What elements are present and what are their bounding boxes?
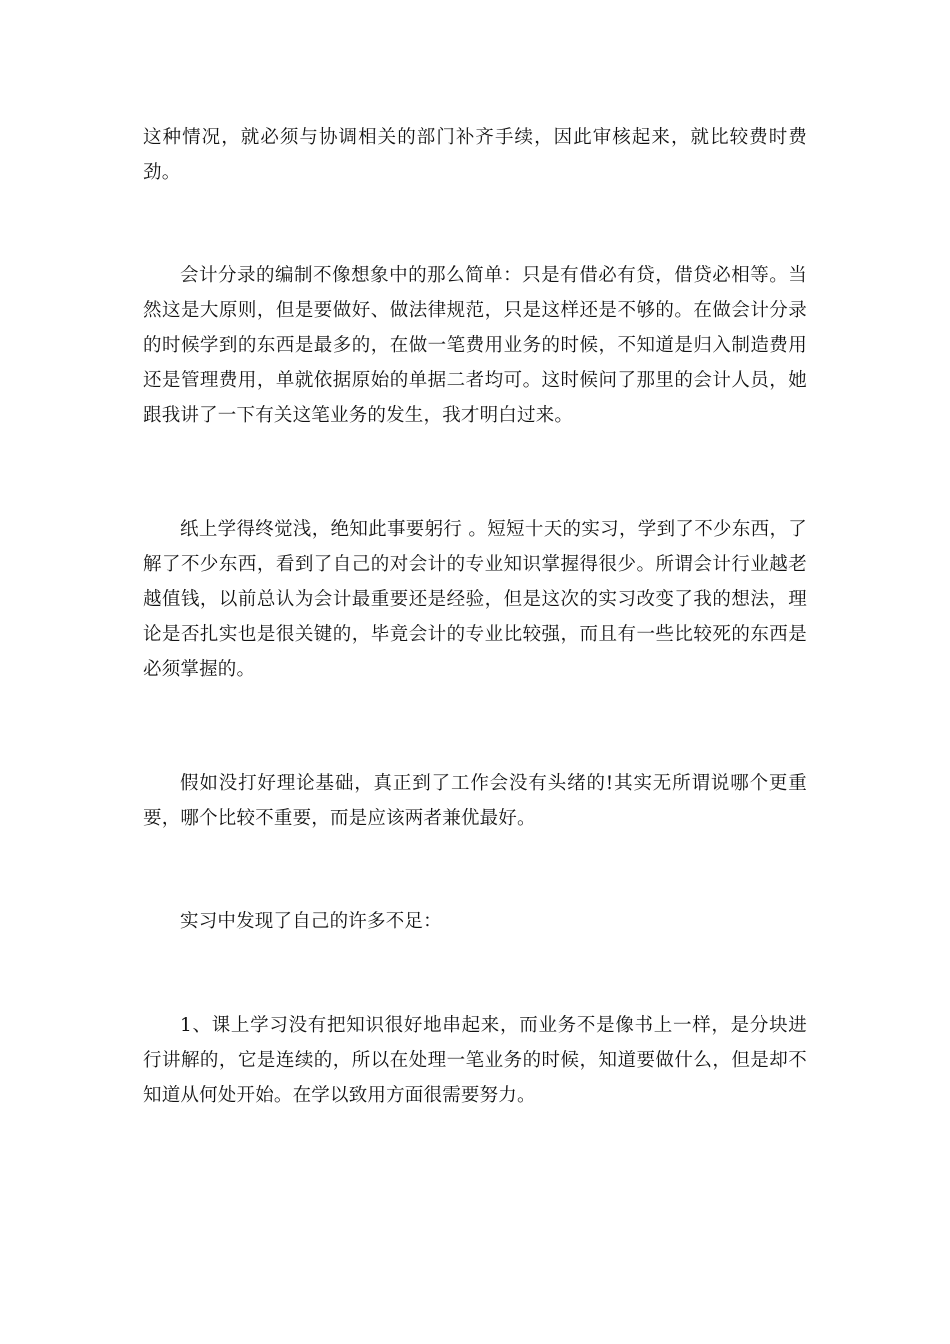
paragraph-4: 假如没打好理论基础，真正到了工作会没有头绪的!其实无所谓说哪个更重要，哪个比较不重要，而是应该两者兼优最好。 bbox=[143, 773, 807, 829]
paragraph-2: 会计分录的编制不像想象中的那么简单：只是有借必有贷，借贷必相等。当然这是大原则，但是要做好、做法律规范，只是这样还是不够的。在做会计分录的时候学到的东西是最多的，在做一笔费用业务的时候，不知道是归入制造费用还是管理费用，单就依据原始的单据二者均可。这时候问了那里的会计人员，她跟我讲了一下有关这笔业务的发生，我才明白过来。 bbox=[143, 265, 807, 426]
paragraph-6: 1、课上学习没有把知识很好地串起来，而业务不是像书上一样，是分块进行讲解的，它是连续的，所以在处理一笔业务的时候，知道要做什么，但是却不知道从何处开始。在学以致用方面很需要努力。 bbox=[143, 1015, 807, 1106]
paragraph-1: 这种情况，就必须与协调相关的部门补齐手续，因此审核起来，就比较费时费劲。 bbox=[143, 127, 807, 183]
paragraph-3: 纸上学得终觉浅，绝知此事要躬行 。短短十天的实习，学到了不少东西，了解了不少东西，看到了自己的对会计的专业知识掌握得很少。所谓会计行业越老越值钱，以前总认为会计最重要还是经验，但是这次的实习改变了我的想法，理论是否扎实也是很关键的，毕竟会计的专业比较强，而且有一些比较死的东西是必须掌握的。 bbox=[143, 519, 807, 680]
paragraph-5: 实习中发现了自己的许多不足： bbox=[180, 911, 442, 932]
